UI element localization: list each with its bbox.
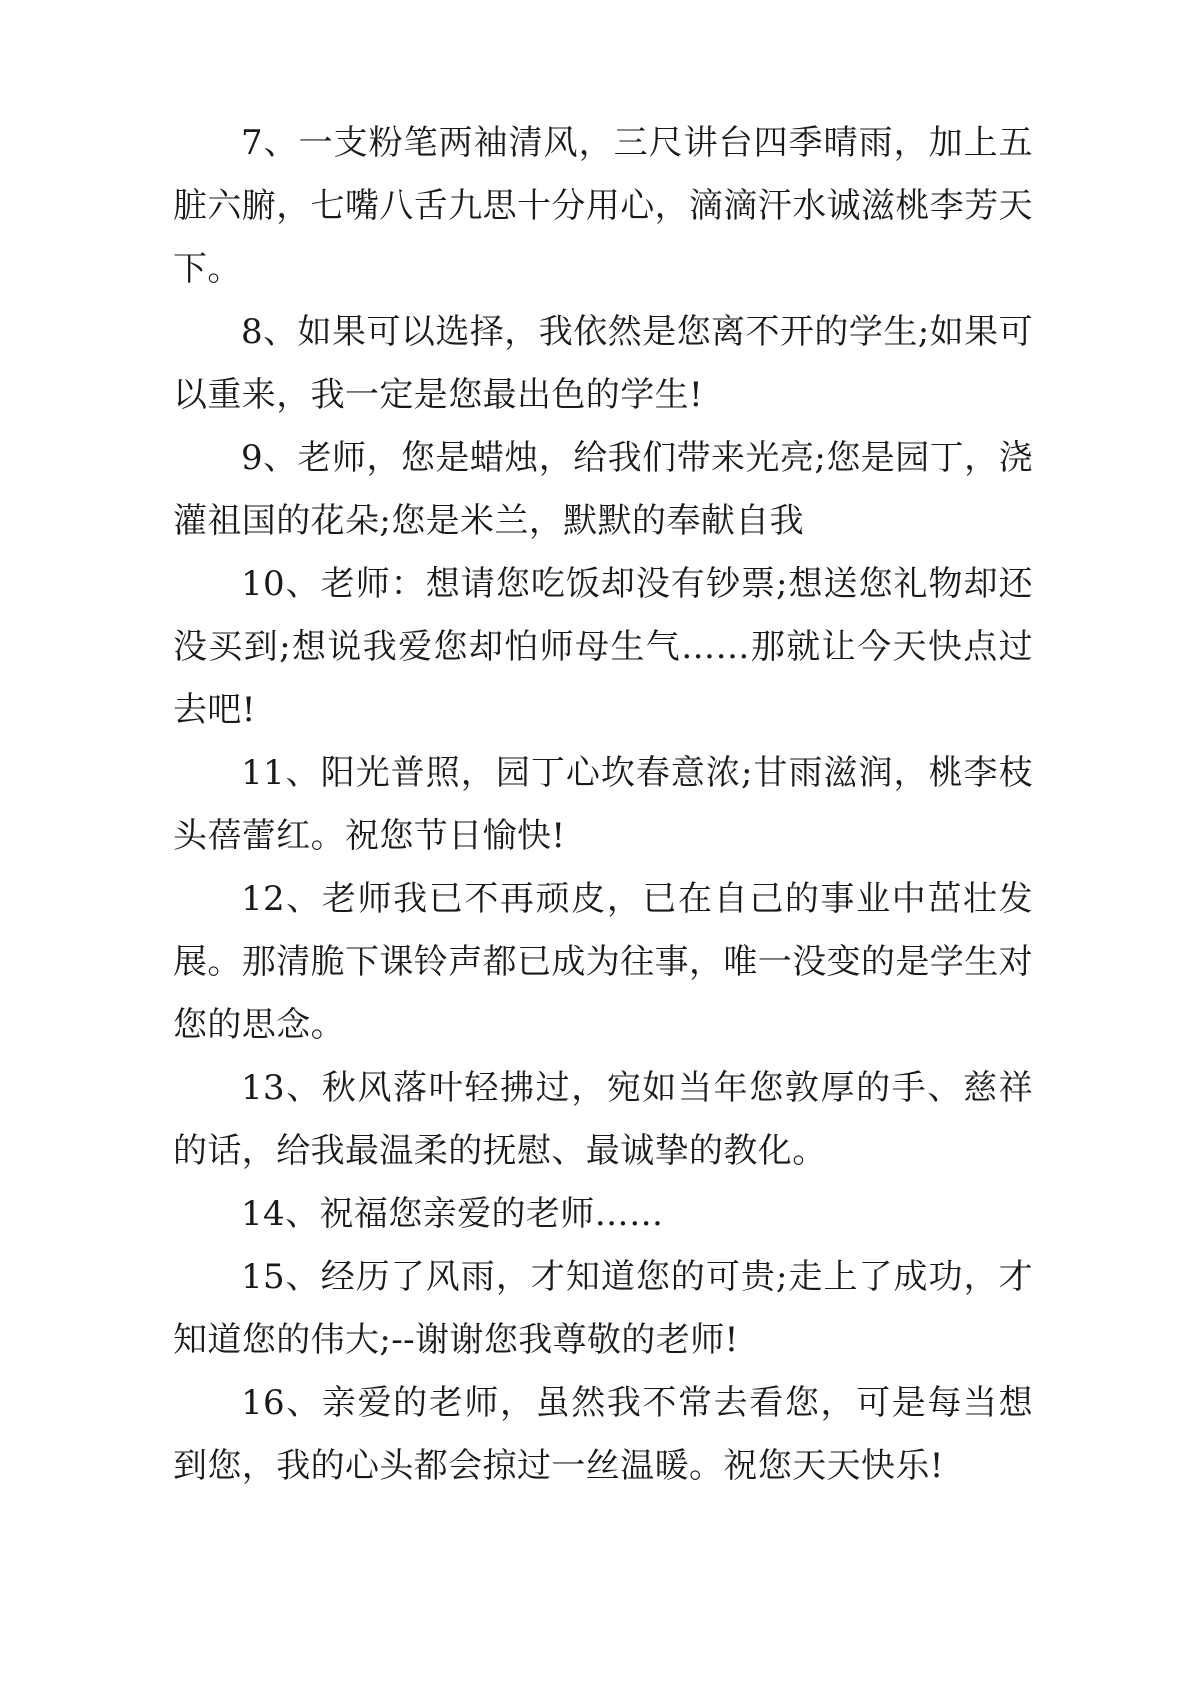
document-body [173, 112, 1033, 1498]
paragraph-10: 10、老师：想请您吃饭却没有钞票;想送您礼物却还没买到;想说我爱您却怕师母生气……那就让今天快点过去吧! [173, 564, 1033, 730]
paragraph-12: 12、老师我已不再顽皮，已在自己的事业中茁壮发展。那清脆下课铃声都已成为往事，唯一没变的是学生对您的思念。 [173, 879, 1033, 1045]
paragraph-8: 8、如果可以选择，我依然是您离不开的学生;如果可以重来，我一定是您最出色的学生! [173, 312, 1033, 415]
paragraph-15: 15、经历了风雨，才知道您的可贵;走上了成功，才知道您的伟大;--谢谢您我尊敬的老师! [173, 1257, 1033, 1360]
paragraph-9: 9、老师，您是蜡烛，给我们带来光亮;您是园丁，浇灌祖国的花朵;您是米兰，默默的奉献自我 [173, 438, 1033, 541]
paragraph-11: 11、阳光普照，园丁心坎春意浓;甘雨滋润，桃李枝头蓓蕾红。祝您节日愉快! [173, 753, 1033, 856]
paragraph-14: 14、祝福您亲爱的老师…… [241, 1194, 664, 1234]
paragraph-13: 13、秋风落叶轻拂过，宛如当年您敦厚的手、慈祥的话，给我最温柔的抚慰、最诚挚的教化。 [173, 1068, 1033, 1171]
paragraph-7: 7、一支粉笔两袖清风，三尺讲台四季晴雨，加上五脏六腑，七嘴八舌九思十分用心，滴滴汗水诚滋桃李芳天下。 [173, 123, 1033, 289]
paragraph-16: 16、亲爱的老师，虽然我不常去看您，可是每当想到您，我的心头都会掠过一丝温暖。祝您天天快乐! [173, 1383, 1033, 1486]
